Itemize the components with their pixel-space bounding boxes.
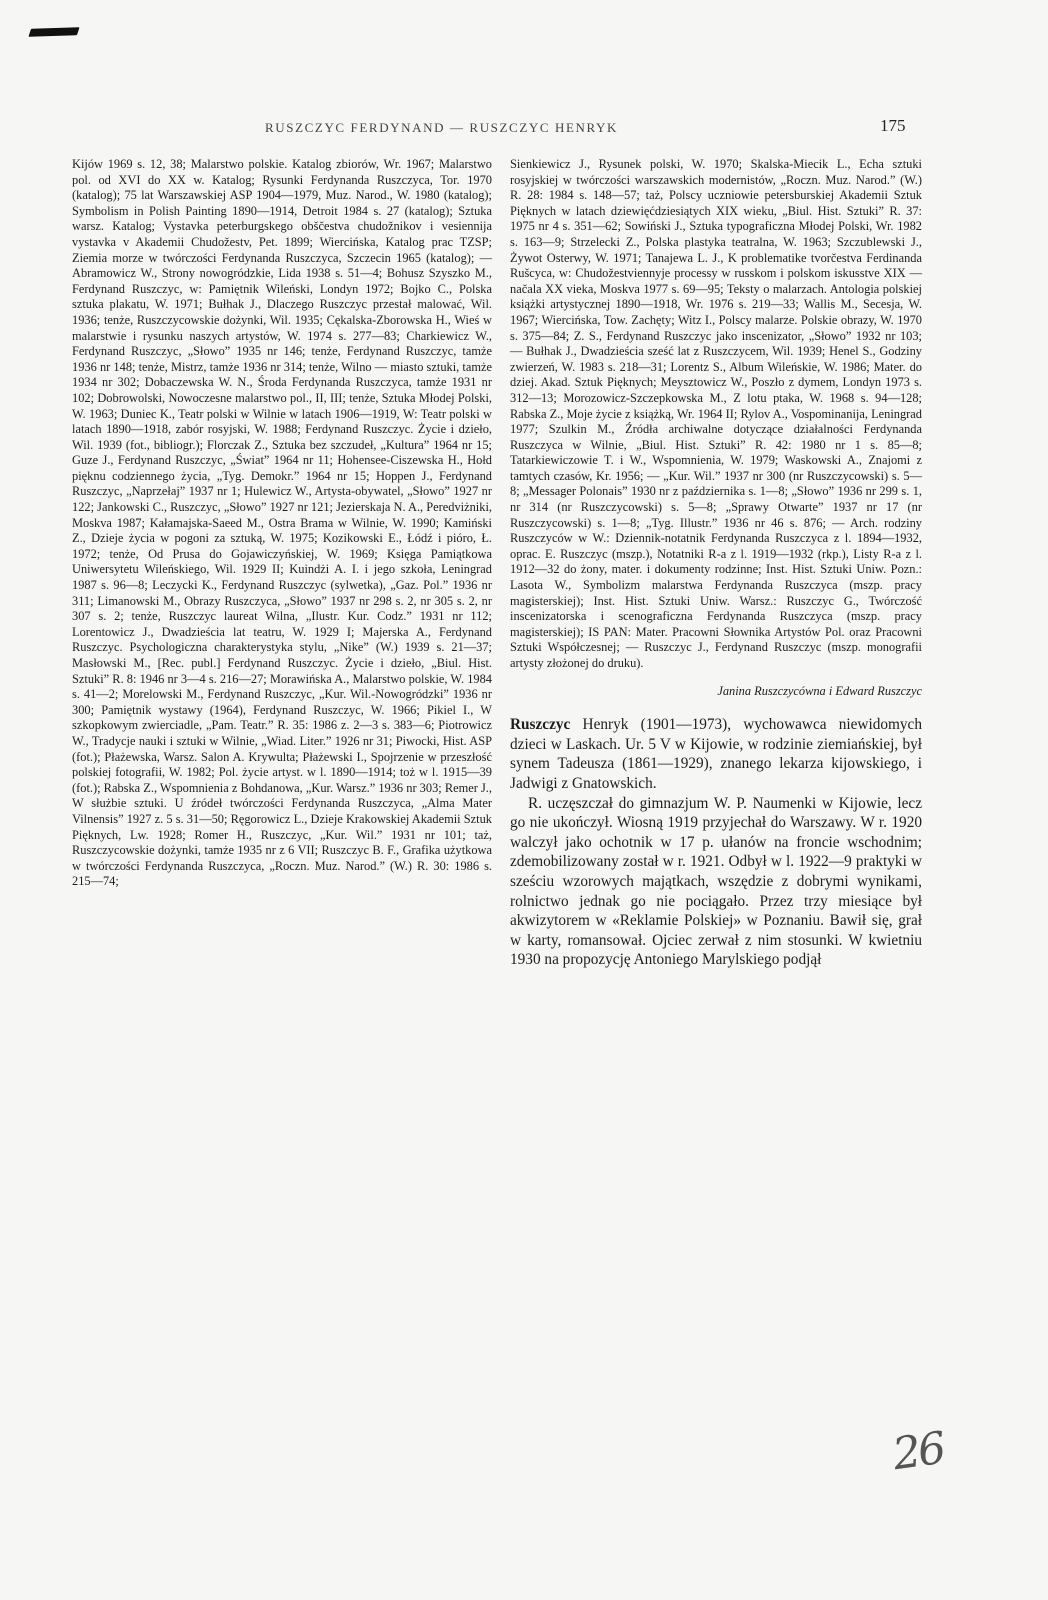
running-head: RUSZCZYC FERDYNAND — RUSZCZYC HENRYK [265, 120, 619, 135]
entry-paragraph-2: R. uczęszczał do gimnazjum W. P. Naumenki w Kijowie, lecz go nie ukończył. Wiosną 1919 przyjechał do Warszawy. W r. 1920 walczył jako ochotnik w 17 p. ułanów na froncie wschodnim; zdemobilizowany został w r. 1921. Odbył w l. 1922—9 praktyki w sześciu wzorowych majątkach, wszędzie z dobrymi wynikami, rolnictwo jednak go nie pociągało. Przez trzy miesiące był akwizytorem w «Reklamie Polskiej» w Poznaniu. Bawił się, grał w karty, romansował. Ojciec zerwał z nim stosunki. W kwietniu 1930 na propozycję Antoniego Marylskiego podjął [510, 794, 922, 969]
entry-headword: Ruszczyc [510, 716, 571, 734]
right-column [510, 157, 922, 970]
bibliography-text-left: Kijów 1969 s. 12, 38; Malarstwo polskie. Katalog zbiorów, Wr. 1967; Malarstwo pol. od XVI do XX w. Katalog; Rysunki Ferdynanda Ruszczyca, Tor. 1970 (katalog); 75 lat Warszawskiej ASP 1904—1979, Muz. Narod., W. 1980 (katalog); Symbolism in Polish Painting 1890—1914, Detroit 1984 s. 27 (katalog); Sztuka warsz. Katalog; Vystavka peterburgskego obščestva chudožnikov i vesiennija vystavka v Akademii Chudožestv, Pet. 1899; Wiercińska, Katalog prac TZSP; Ziemia morze w twórczości Ferdynanda Ruszczyca, Szczecin 1965 (katalog); — Abramowicz W., Strony nowogródzkie, Lida 1938 s. 51—4; Bohusz Szyszko M., Ferdynand Ruszczyc, w: Pamiętnik Wileński, Londyn 1972; Bojko C., Polska sztuka plakatu, W. 1971; Bułhak J., Dlaczego Ruszczyc przestał malować, Wil. 1936; tenże, Ruszczycowskie dożynki, Wil. 1935; Cękalska-Zborowska H., Wieś w malarstwie i rysunku naszych artystów, W. 1974 s. 277—83; Charkiewicz W., Ferdynand Ruszczyc, „Słowo” 1935 nr 146; tenże, Ferdynand Ruszczyc, tamże 1936 nr 148; tenże, Mistrz, tamże 1936 nr 314; tenże, Wilno — miasto sztuki, tamże 1934 nr 302; Dobaczewska W. N., Środa Ferdynanda Ruszczyca, tamże 1931 nr 102; Dobrowolski, Nowoczesne malarstwo pol., II, III; tenże, Sztuka Młodej Polski, W. 1963; Duniec K., Teatr polski w Wilnie w latach 1906—1919, W: Teatr polski w latach 1890—1918, zabór rosyjski, W. 1988; Ferdynand Ruszczyc. Życie i dzieło, Wil. 1939 (fot., bibliogr.); Florczak Z., Sztuka bez szczudeł, „Kultura” 1964 nr 15; Guze J., Ferdynand Ruszczyc, „Świat” 1964 nr 11; Hohensee-Ciszewska H., Hołd pięknu codziennego życia, „Tyg. Demokr.” 1964 nr 15; Hoppen J., Ferdynand Ruszczyc, „Naprzełaj” 1937 nr 1; Hulewicz W., Artysta-obywatel, „Słowo” 1927 nr 122; Jankowski C., Ruszczyc, „Słowo” 1927 nr 121; Jezierskaja N. A., Peredviżniki, Moskva 1987; Kałamajska-Saeed M., Ostra Brama w Wilnie, W. 1990; Kamiński Z., Dzieje życia w pogoni za sztuką, W. 1975; Kozikowski E., Łódź i pióro, Ł. 1972; tenże, Od Prusa do Gojawiczyńskiej, W. 1969; Księga Pamiątkowa Uniwersytetu Wileńskiego, Wil. 1929 II; Kuindżi A. I. i jego szkoła, Leningrad 1987 s. 96—8; Leczycki K., Ferdynand Ruszczyc (sylwetka), „Gaz. Pol.” 1936 nr 311; Limanowski M., Obrazy Ruszczyca, „Słowo” 1937 nr 298 s. 2, nr 305 s. 2, nr 307 s. 2; tenże, Ruszczyc laureat Wilna, „Ilustr. Kur. Codz.” 1931 nr 112; Lorentowicz J., Dwadzieścia lat teatru, W. 1929 I; Majerska A., Ferdynand Ruszczyc. Psychologiczna charakterystyka stylu, „Nike” (W.) 1939 s. 21—37; Masłowski M., [Rec. publ.] Ferdynand Ruszczyc. Życie i dzieło, „Biul. Hist. Sztuki” R. 8: 1946 nr 3—4 s. 216—27; Morawińska A., Malarstwo polskie, W. 1984 s. 41—2; Morelowski M., Ferdynand Ruszczyc, „Kur. Wil.-Nowogródzki” 1936 nr 300; Pamiętnik wystawy (1964), Ferdynand Ruszczyc, W. 1966; Pikiel I., W szkopkowym zwierciadle, „Pam. Teatr.” R. 35: 1986 z. 2—3 s. 383—6; Piotrowicz W., Tradycje nauki i sztuki w Wilnie, „Wiad. Liter.” 1926 nr 31; Piwocki, Hist. ASP (fot.); Płażewska, Warsz. Salon A. Krywulta; Płażewski I., Spojrzenie w przeszłość polskiej fotografii, W. 1982; Pol. życie artyst. w l. 1890—1914; toż w l. 1915—39 (fot.); Rabska Z., Wspomnienia z Bohdanowa, „Kur. Warsz.” 1936 nr 303; Remer J., W służbie sztuki. U źródeł twórczości Ferdynanda Ruszczyca, „Alma Mater Vilnensis” 1927 z. 5 s. 31—50; Ręgorowicz L., Dzieje Krakowskiej Akademii Sztuk Pięknych, Lw. 1928; Romer H., Ruszczyc, „Kur. Wil.” 1931 nr 101; taż, Ruszczycowskie dożynki, tamże 1935 nr z 6 VII; Ruszczyc B. F., Grafika użytkowa w twórczości Ferdynanda Ruszczyca, „Roczn. Muz. Narod.” (W.) R. 30: 1986 s. 215—74; [72, 157, 492, 889]
article-signature: Janina Ruszczycówna i Edward Ruszczyc [717, 683, 922, 698]
entry-henryk [510, 715, 922, 970]
bibliography-text-right: Sienkiewicz J., Rysunek polski, W. 1970; Skalska-Miecik L., Echa sztuki rosyjskiej w twórczości warszawskich modernistów, „Roczn. Muz. Narod.” (W.) R. 28: 1984 s. 148—57; taż, Polscy uczniowie petersburskiej Akademii Sztuk Pięknych w latach dziewięćdziesiątych XIX wieku, „Biul. Hist. Sztuki” R. 37: 1975 nr 4 s. 351—62; Sowiński J., Sztuka typograficzna Młodej Polski, Wr. 1982 s. 163—9; Strzelecki Z., Polska plastyka teatralna, W. 1963; Szczublewski J., Żywot Osterwy, W. 1971; Tanajewa L. J., K problematike tvorčestva Ferdinanda Rušcyca, w: Chudožestviennyje processy w russkom i polskom iskusstve XIX — načala XX vieka, Moskva 1977 s. 69—95; Teksty o malarzach. Antologia polskiej książki artystycznej 1890—1918, Wr. 1976 s. 219—33; Wallis M., Secesja, W. 1967; Wiercińska, Tow. Zachęty; Witz I., Polscy malarze. Polskie obrazy, W. 1970 s. 375—84; Z. S., Ferdynand Ruszczyc jako inscenizator, „Słowo” 1932 nr 103; — Bułhak J., Dwadzieścia sześć lat z Ruszczycem, Wil. 1939; Henel S., Godziny zwierzeń, W. 1983 s. 218—31; Lorentz S., Album Wileńskie, W. 1986; Mater. do dziej. Akad. Sztuk Pięknych; Meysztowicz W., Poszło z dymem, Londyn 1973 s. 312—13; Morozowicz-Szczepkowska M., Z lotu ptaka, W. 1968 s. 94—128; Rabska Z., Moje życie z książką, Wr. 1964 II; Rylov A., Vospominanija, Leningrad 1977; Szulkin M., Źródła archiwalne dotyczące działalności Ferdynanda Ruszczyca w Wilnie, „Biul. Hist. Sztuki” R. 42: 1980 nr 1 s. 85—8; Tatarkiewiczowie T. i W., Wspomnienia, W. 1979; Waskowski A., Znajomi z tamtych czasów, Kr. 1956; — „Kur. Wil.” 1937 nr 300 (nr Ruszczycowski) s. 5—8; „Messager Polonais” 1930 nr z października s. 1—8; „Słowo” 1936 nr 299 s. 1, nr 314 (nr Ruszczycowski) s. 5—8; „Sprawy Otwarte” 1937 nr 17 (nr Ruszczycowski) s. 1—8; „Tyg. Illustr.” 1936 nr 46 s. 876; — Arch. rodziny Ruszczyców w W.: Dziennik-notatnik Ferdynanda Ruszczyca z l. 1894—1932, oprac. E. Ruszczyc (mszp.), Notatniki R-a z l. 1919—1932 (rkp.), Listy R-a z l. 1912—32 do żony, mater. i dokumenty rodzinne; Inst. Hist. Sztuki Uniw. Pozn.: Lasota W., Symbolizm malarstwa Ferdynanda Ruszczyca (mszp. pracy magisterskiej); Inst. Hist. Sztuki Uniw. Warsz.: Ruszczyc G., Twórczość inscenizatorska i scenograficzna Ferdynanda Ruszczyca (mszp. pracy magisterskiej); IS PAN: Mater. Pracowni Słownika Artystów Pol. oraz Pracowni Sztuki Współczesnej; — Ruszczyc J., Ferdynand Ruszczyc (mszp. monografii artysty złożonej do druku). [510, 157, 922, 670]
handwritten-page-note: 26 [889, 1422, 947, 1481]
scan-artifact-mark [28, 27, 79, 37]
entry-paragraph-1-text: Henryk (1901—1973), wychowawca niewidomych dzieci w Laskach. Ur. 5 V w Kijowie, w rodzinie ziemiańskiej, był synem Tadeusza (1861—1929), znanego lekarza kijowskiego, i Jadwigi z Gnatowskich. [510, 716, 922, 792]
entry-paragraph-1 [510, 715, 922, 793]
page-number: 175 [880, 116, 906, 135]
left-column [72, 157, 492, 890]
